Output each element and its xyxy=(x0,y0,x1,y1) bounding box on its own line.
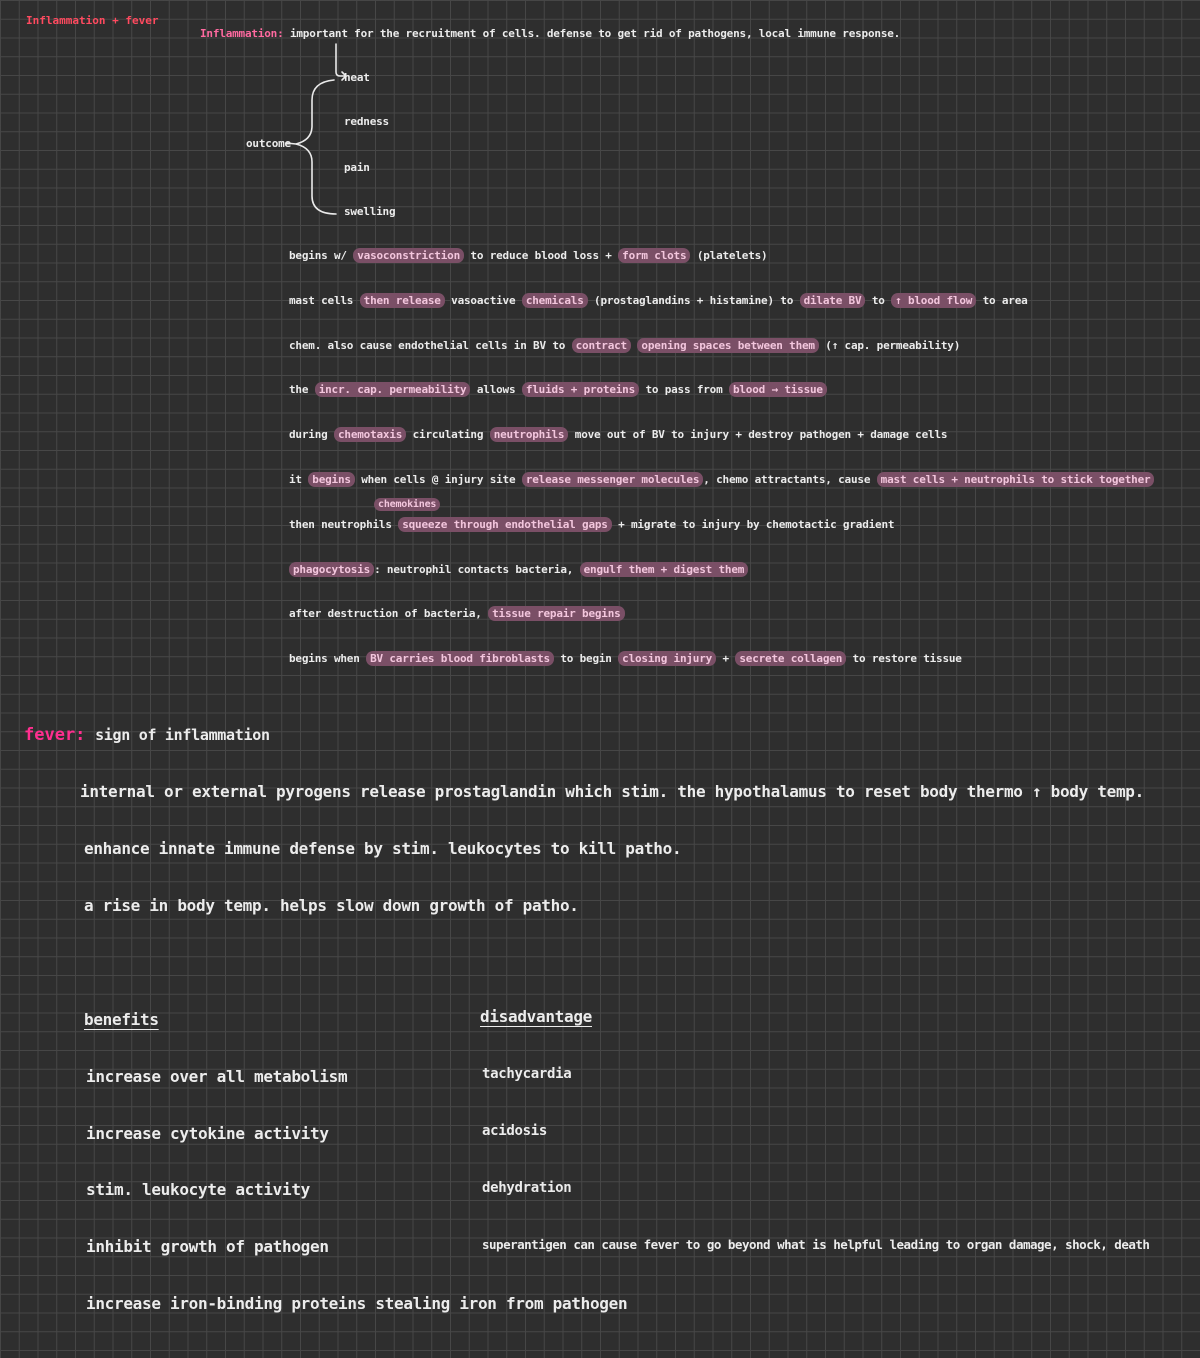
benefit-item: stim. leukocyte activity xyxy=(86,1180,310,1199)
benefit-item: increase iron-binding proteins stealing iron from pathogen xyxy=(86,1294,628,1313)
step-text: to area xyxy=(976,293,1028,307)
step-text: begins when xyxy=(289,652,367,666)
fever-line-1: internal or external pyrogens release prostaglandin which stim. the hypothalamus to reset body thermo ↑ body temp. xyxy=(80,782,1144,801)
step-text: + xyxy=(716,652,736,666)
inflammation-step xyxy=(289,563,748,576)
highlighted-term: chemotaxis xyxy=(334,427,406,442)
highlighted-term: engulf them + digest them xyxy=(580,562,749,577)
fever-line-3: a rise in body temp. helps slow down growth of patho. xyxy=(84,896,579,915)
fever-line-2: enhance innate immune defense by stim. leukocytes to kill patho. xyxy=(84,839,682,858)
inflammation-heading: Inflammation: xyxy=(200,27,284,40)
highlighted-term: fluids + proteins xyxy=(522,382,639,397)
inflammation-step xyxy=(289,652,962,665)
outcome-brace-diagram xyxy=(0,0,1200,240)
step-text: (↑ cap. permeability) xyxy=(818,338,961,352)
highlighted-term: squeeze through endothelial gaps xyxy=(398,517,612,532)
disadvantage-item: acidosis xyxy=(482,1123,548,1139)
fever-heading: fever: xyxy=(24,725,86,745)
step-text: the xyxy=(289,383,315,397)
highlighted-term: phagocytosis xyxy=(289,562,374,577)
step-text: to pass from xyxy=(639,383,729,397)
highlighted-term: blood → tissue xyxy=(729,382,827,397)
step-text: to begin xyxy=(553,652,619,666)
highlighted-term: secrete collagen xyxy=(735,651,846,666)
outcome-label: outcome xyxy=(246,137,291,150)
highlighted-term: vasoconstriction xyxy=(353,248,464,263)
highlighted-term: form clots xyxy=(618,248,690,263)
effect-redness: redness xyxy=(344,115,389,128)
step-text: to restore tissue xyxy=(846,652,962,666)
chemokines-annotation: chemokines xyxy=(374,498,440,511)
step-text: (prostaglandins + histamine) to xyxy=(587,293,800,307)
benefit-item: increase cytokine activity xyxy=(86,1124,329,1143)
step-text: during xyxy=(289,428,334,442)
highlighted-term: BV carries blood fibroblasts xyxy=(366,651,554,666)
disadvantage-title: disadvantage xyxy=(480,1007,592,1026)
highlighted-term: contract xyxy=(572,338,631,353)
step-text: chem. also cause endothelial cells in BV to xyxy=(289,338,572,352)
step-text: : neutrophil contacts bacteria, xyxy=(374,562,580,576)
inflammation-step xyxy=(289,428,947,441)
highlighted-term: mast cells + neutrophils to stick together xyxy=(877,472,1155,487)
step-text: + migrate to injury by chemotactic gradient xyxy=(611,517,895,531)
inflammation-step xyxy=(289,383,827,396)
step-text: allows xyxy=(470,383,522,397)
step-text: to xyxy=(865,293,892,307)
inflammation-step xyxy=(289,473,1154,486)
highlighted-term: chemicals xyxy=(522,293,588,308)
effect-pain: pain xyxy=(344,161,370,174)
step-text: move out of BV to injury + destroy pathogen + damage cells xyxy=(568,428,948,442)
step-text: mast cells xyxy=(289,293,360,307)
highlighted-term: neutrophils xyxy=(490,427,569,442)
step-text: (platelets) xyxy=(690,249,768,262)
benefit-item: increase over all metabolism xyxy=(86,1067,348,1086)
step-text: to reduce blood loss + xyxy=(464,249,619,262)
disadvantage-item: tachycardia xyxy=(482,1066,572,1082)
highlighted-term: dilate BV xyxy=(800,293,866,308)
inflammation-step xyxy=(289,339,960,352)
page-title: Inflammation + fever xyxy=(26,14,159,27)
step-text: after destruction of bacteria, xyxy=(289,607,489,621)
step-text: then neutrophils xyxy=(289,517,399,531)
fever-subtitle: sign of inflammation xyxy=(95,726,270,744)
highlighted-term: ↑ blood flow xyxy=(891,293,976,308)
highlighted-term: begins xyxy=(308,472,355,487)
disadvantage-item: superantigen can cause fever to go beyond what is helpful leading to organ damage, shock, death xyxy=(482,1237,1150,1252)
effect-heat: heat xyxy=(344,71,370,84)
step-text: circulating xyxy=(406,428,490,442)
inflammation-step xyxy=(289,518,894,531)
step-text: it xyxy=(289,473,309,486)
highlighted-term: then release xyxy=(360,293,445,308)
inflammation-step xyxy=(289,607,625,620)
step-text: begins w/ xyxy=(289,249,354,262)
step-text: when cells @ injury site xyxy=(354,473,522,486)
benefits-title: benefits xyxy=(84,1010,159,1029)
step-text: vasoactive xyxy=(444,293,522,307)
outcome-brace xyxy=(296,80,336,214)
disadvantage-item: dehydration xyxy=(482,1180,572,1196)
highlighted-term: release messenger molecules xyxy=(522,472,703,487)
highlighted-term: closing injury xyxy=(618,651,716,666)
highlighted-term: opening spaces between them xyxy=(637,338,818,353)
benefit-item: inhibit growth of pathogen xyxy=(86,1237,329,1256)
inflammation-step xyxy=(289,294,1028,307)
step-text: , chemo attractants, cause xyxy=(703,473,877,486)
inflammation-step xyxy=(289,249,767,262)
effect-swelling: swelling xyxy=(344,205,396,218)
inflammation-definition: important for the recruitment of cells. defense to get rid of pathogens, local immune response. xyxy=(289,27,901,40)
highlighted-term: incr. cap. permeability xyxy=(315,382,471,397)
highlighted-term: tissue repair begins xyxy=(488,606,624,621)
fever-heading-line xyxy=(24,725,270,745)
